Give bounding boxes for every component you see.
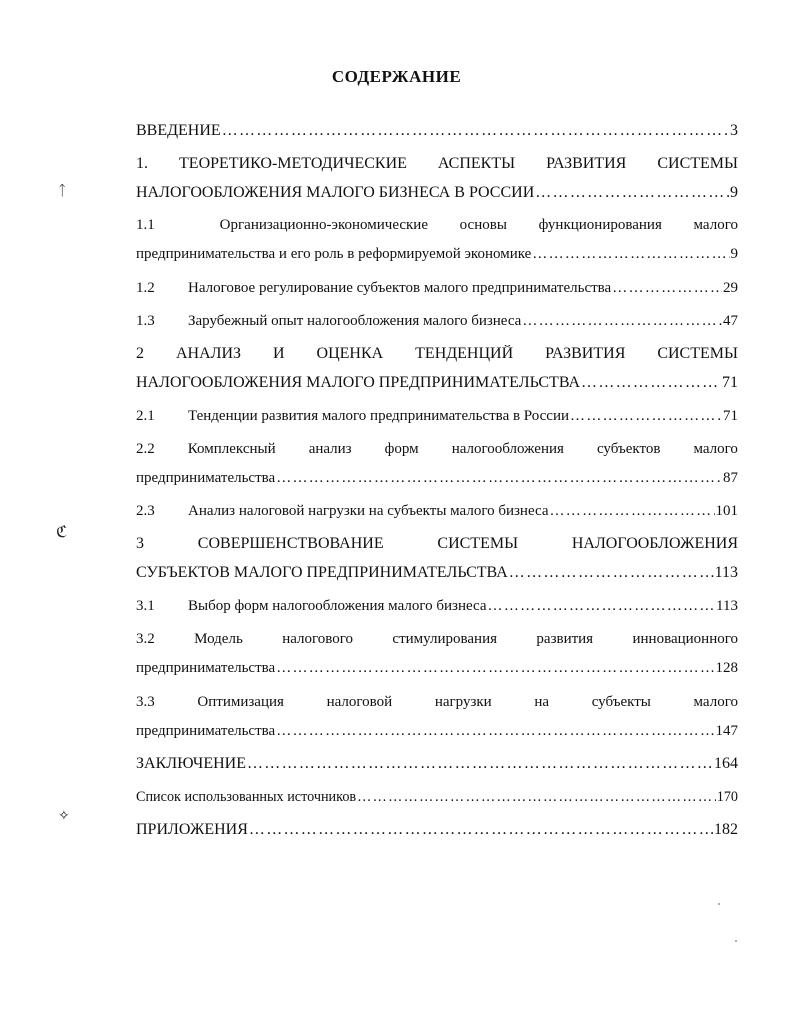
toc-entry-page: 113 [716, 598, 738, 614]
toc-entry-title: СУБЪЕКТОВ МАЛОГО ПРЕДПРИНИМАТЕЛЬСТВА [136, 564, 508, 581]
toc-entry-2-2-cont[interactable] [136, 470, 738, 487]
dot-leader [276, 470, 722, 487]
toc-entry-title: НАЛОГООБЛОЖЕНИЯ МАЛОГО БИЗНЕСА В РОССИИ [136, 184, 535, 201]
toc-word: РАЗВИТИЯ [546, 155, 627, 172]
toc-entry-chapter-1[interactable] [136, 155, 738, 173]
toc-word: СИСТЕМЫ [657, 345, 738, 362]
toc-entry-appendices[interactable] [136, 821, 738, 839]
toc-entry-1-2[interactable] [136, 280, 738, 297]
dot-leader [488, 598, 716, 615]
toc-entry-number: 2 [136, 345, 144, 362]
toc-entry-page: 47 [723, 313, 738, 329]
toc-word: Организационно-экономические [219, 217, 428, 233]
page-title: СОДЕРЖАНИЕ [331, 67, 462, 86]
toc-word: субъекты [591, 694, 651, 710]
toc-entry-number: 3.3 [136, 694, 155, 710]
toc-entry-number: 1.3 [136, 313, 155, 329]
toc-word: форм [384, 441, 419, 457]
toc-entry-chapter-2[interactable] [136, 345, 738, 363]
toc-entry-title: ВВЕДЕНИЕ [136, 122, 221, 139]
toc-entry-title: Выбор форм налогообложения малого бизнеса [188, 598, 487, 614]
toc-entry-title: ЗАКЛЮЧЕНИЕ [136, 755, 246, 772]
toc-entry-page: 3 [730, 122, 738, 139]
toc-entry-title: Список использованных источников [136, 789, 357, 805]
toc-entry-chapter-3[interactable] [136, 535, 738, 553]
toc-word: основы [459, 217, 507, 233]
toc-word: нагрузки [434, 694, 492, 710]
toc-entry-3-3-cont[interactable] [136, 723, 738, 740]
toc-entry-title: предпринимательства [136, 470, 276, 486]
toc-entry-page: 87 [723, 470, 738, 486]
dot-leader [276, 723, 714, 740]
toc-entry-page: 9 [730, 184, 738, 201]
toc-word: субъектов [596, 441, 661, 457]
toc-entry-page: 128 [715, 660, 738, 676]
toc-entry-number: 3.2 [136, 631, 155, 647]
dot-leader [357, 789, 716, 806]
toc-word: Оптимизация [197, 694, 284, 710]
toc-entry-title: ПРИЛОЖЕНИЯ [136, 821, 248, 838]
toc-entry-title: Анализ налоговой нагрузки на субъекты малого бизнеса [188, 503, 549, 519]
dot-leader [276, 660, 714, 677]
toc-word: на [534, 694, 550, 710]
toc-entry-page: 147 [715, 723, 738, 739]
toc-word: ТЕОРЕТИКО-МЕТОДИЧЕСКИЕ [179, 155, 407, 172]
toc-word: АНАЛИЗ [175, 345, 242, 362]
toc-word: налоговой [326, 694, 393, 710]
toc-entry-page: 170 [716, 789, 738, 805]
dot-leader [549, 503, 714, 520]
toc-entry-page: 113 [714, 564, 738, 581]
dot-leader [532, 246, 729, 263]
toc-word: Комплексный [187, 441, 276, 457]
scan-speck [718, 903, 720, 905]
toc-entry-chapter-3-cont[interactable] [136, 564, 738, 582]
dot-leader [249, 821, 713, 839]
toc-word: малого [693, 694, 738, 710]
toc-entry-chapter-2-cont[interactable] [136, 374, 738, 392]
dot-leader [612, 280, 722, 297]
toc-entry-page: 71 [723, 408, 738, 424]
toc-entry-chapter-1-cont[interactable] [136, 184, 738, 202]
toc-entry-1-3[interactable] [136, 313, 738, 330]
toc-entry-number: 2.1 [136, 408, 155, 424]
toc-entry-title: Зарубежный опыт налогообложения малого бизнеса [188, 313, 522, 329]
toc-word: функционирования [538, 217, 662, 233]
toc-word: малого [693, 441, 738, 457]
dot-leader [522, 313, 722, 330]
toc-word: СИСТЕМЫ [657, 155, 738, 172]
toc-entry-introduction[interactable] [136, 122, 738, 140]
toc-word: АСПЕКТЫ [437, 155, 516, 172]
toc-word: развития [536, 631, 594, 647]
toc-word: Модель [194, 631, 243, 647]
toc-word: стимулирования [392, 631, 498, 647]
toc-entry-title: НАЛОГООБЛОЖЕНИЯ МАЛОГО ПРЕДПРИНИМАТЕЛЬСТВА [136, 374, 581, 391]
toc-entry-number: 3 [136, 535, 144, 552]
toc-entry-3-3[interactable] [136, 694, 738, 711]
toc-entry-page: 71 [722, 374, 738, 391]
dot-leader [247, 755, 713, 773]
toc-entry-1-1-cont[interactable] [136, 246, 738, 263]
toc-word: налогового [282, 631, 354, 647]
toc-entry-title: предпринимательства и его роль в реформируемой экономике [136, 246, 532, 262]
toc-word: налогообложения [451, 441, 564, 457]
toc-entry-title: предпринимательства [136, 723, 276, 739]
toc-entry-number: 2.3 [136, 503, 155, 519]
toc-entry-page: 182 [714, 821, 738, 838]
toc-entry-title: Налоговое регулирование субъектов малого предпринимательства [188, 280, 612, 296]
dot-leader [535, 184, 729, 202]
toc-entry-number: 2.2 [136, 441, 155, 457]
toc-word: малого [693, 217, 738, 233]
toc-word: ТЕНДЕНЦИЙ [415, 345, 514, 362]
toc-entry-3-2-cont[interactable] [136, 660, 738, 677]
toc-word: анализ [308, 441, 352, 457]
toc-entry-number: 3.1 [136, 598, 155, 614]
toc-entry-conclusion[interactable] [136, 755, 738, 773]
toc-entry-number: 1.2 [136, 280, 155, 296]
toc-entry-references[interactable] [136, 789, 738, 806]
toc-entry-number: 1. [136, 155, 148, 172]
toc-word: ОЦЕНКА [316, 345, 384, 362]
toc-entry-2-1[interactable] [136, 408, 738, 425]
toc-word: СИСТЕМЫ [437, 535, 519, 552]
dot-leader [222, 122, 729, 140]
toc-entry-page: 101 [715, 503, 738, 519]
scan-speck [735, 940, 737, 942]
toc-word: НАЛОГООБЛОЖЕНИЯ [571, 535, 738, 552]
toc-entry-title: Тенденции развития малого предпринимательства в России [188, 408, 570, 424]
toc-entry-3-1[interactable] [136, 598, 738, 615]
toc-word: И [273, 345, 285, 362]
toc-word: инновационного [632, 631, 738, 647]
scan-mark: ᛏ [58, 184, 67, 199]
toc-entry-page: 29 [723, 280, 738, 296]
toc-entry-3-2[interactable] [136, 631, 738, 648]
toc-entry-page: 9 [730, 246, 738, 262]
scan-mark: ℭ [56, 524, 68, 541]
toc-entry-1-1[interactable] [136, 217, 738, 234]
scan-mark: ✧ [58, 809, 70, 824]
toc-entry-page: 164 [714, 755, 738, 772]
dot-leader [581, 374, 721, 392]
toc-word: РАЗВИТИЯ [545, 345, 626, 362]
dot-leader [570, 408, 722, 425]
toc-entry-2-2[interactable] [136, 441, 738, 458]
toc-word: СОВЕРШЕНСТВОВАНИЕ [197, 535, 384, 552]
toc-entry-2-3[interactable] [136, 503, 738, 520]
toc-entry-title: предпринимательства [136, 660, 276, 676]
dot-leader [509, 564, 714, 582]
toc-entry-number: 1.1 [136, 217, 155, 233]
